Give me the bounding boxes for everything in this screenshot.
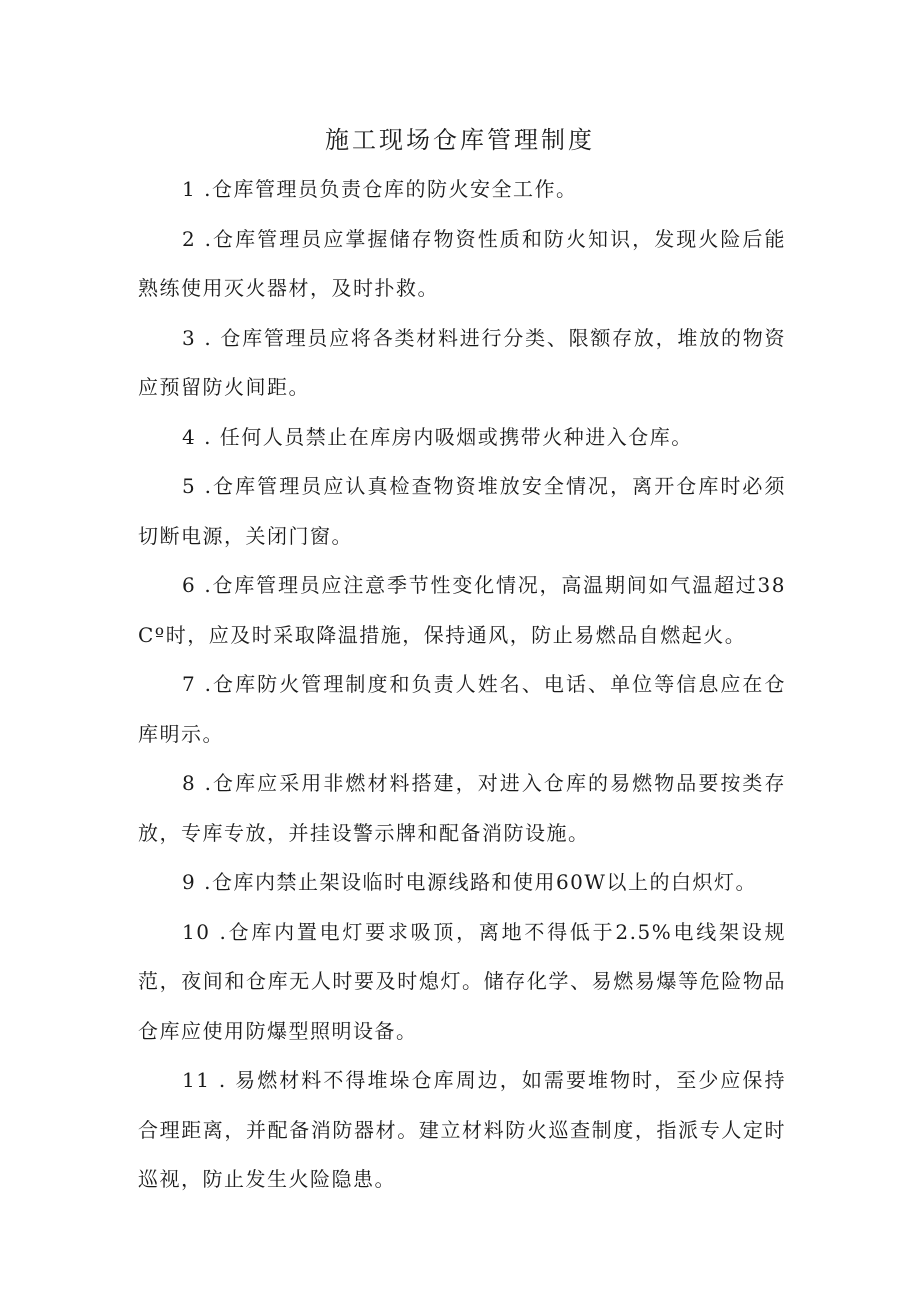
rule-item-1: 1 .仓库管理员负责仓库的防火安全工作。 — [182, 177, 578, 201]
document-title: 施工现场仓库管理制度 — [325, 126, 595, 154]
rule-item-6: 6 .仓库管理员应注意季节性变化情况，高温期间如气温超过38Cº时，应及时采取降温措施，保持通风，防止易燃品自燃起火。 — [138, 573, 786, 647]
rule-item-10: 10 .仓库内置电灯要求吸顶，离地不得低于2.5%电线架设规范，夜间和仓库无人时要及时熄灯。储存化学、易燃易爆等危险物品仓库应使用防爆型照明设备。 — [138, 919, 786, 1043]
rule-item-11: 11 . 易燃材料不得堆垛仓库周边，如需要堆物时，至少应保持合理距离，并配备消防器材。建立材料防火巡查制度，指派专人定时巡视，防止发生火险隐患。 — [138, 1068, 786, 1191]
rule-item-2: 2 .仓库管理员应掌握储存物资性质和防火知识，发现火险后能熟练使用灭火器材，及时扑救。 — [138, 226, 786, 300]
rule-item-4: 4 . 任何人员禁止在库房内吸烟或携带火种进入仓库。 — [182, 424, 693, 449]
rule-item-7: 7 .仓库防火管理制度和负责人姓名、电话、单位等信息应在仓库明示。 — [138, 672, 786, 746]
rule-item-9: 9 .仓库内禁止架设临时电源线路和使用60W以上的白炽灯。 — [182, 870, 757, 894]
rule-item-3: 3 . 仓库管理员应将各类材料进行分类、限额存放，堆放的物资应预留防火间距。 — [138, 325, 786, 399]
rules-list — [138, 165, 786, 1205]
rule-item-8: 8 .仓库应采用非燃材料搭建，对进入仓库的易燃物品要按类存放，专库专放，并挂设警示牌和配备消防设施。 — [138, 771, 786, 845]
rule-item-5: 5 .仓库管理员应认真检查物资堆放安全情况，离开仓库时必须切断电源，关闭门窗。 — [138, 474, 786, 548]
